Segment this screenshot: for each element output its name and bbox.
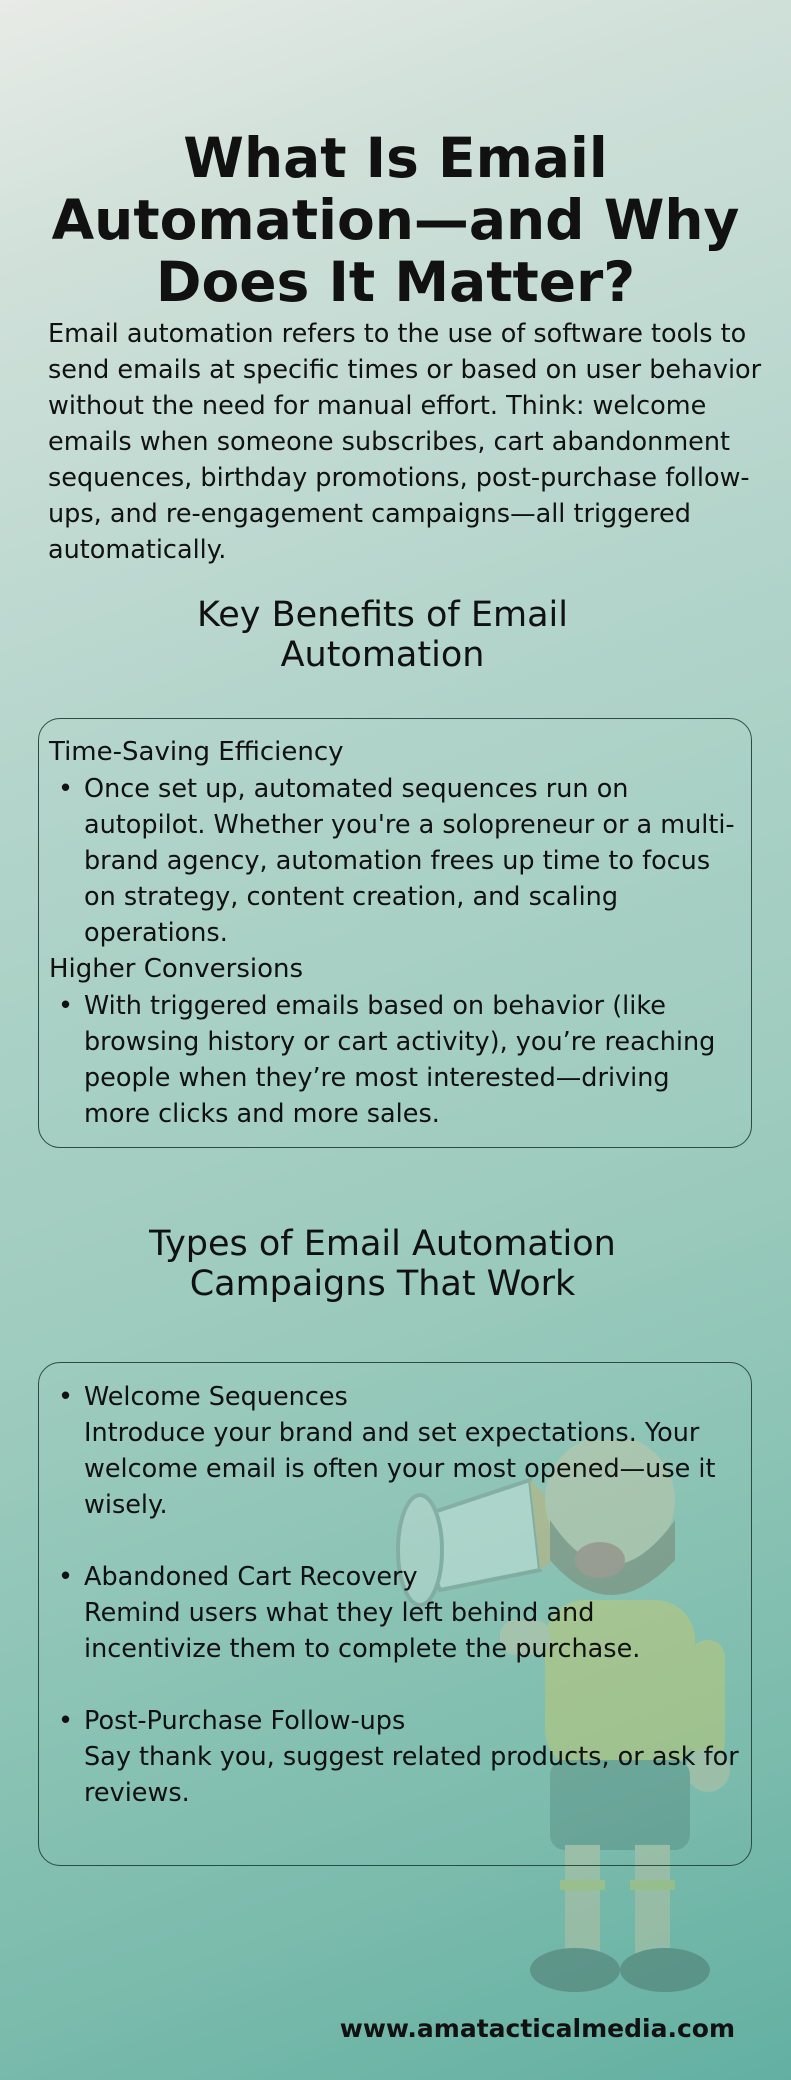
type-item	[84, 1379, 739, 1523]
benefit-title: Time-Saving Efficiency	[49, 737, 344, 767]
benefits-heading-line: Key Benefits of Email	[197, 595, 568, 636]
page-title-line: Automation—and Why	[51, 187, 740, 252]
types-heading	[0, 1224, 765, 1304]
type-item-text: Say thank you, suggest related products, or ask for reviews.	[84, 1742, 739, 1808]
benefit-text: • With triggered emails based on behavior (like browsing history or cart activity), you’re reaching people when they’re most interested—driving more clicks and more sales.	[84, 988, 739, 1132]
benefits-box	[38, 718, 752, 1148]
intro-paragraph: Email automation refers to the use of software tools to send emails at specific times or based on user behavior without the need for manual effort. Think: welcome emails when someone subscribes, cart abandonment sequences, birthday promotions, post-purchase follow-ups, and re-engagement campaigns—all triggered automatically.	[48, 318, 762, 565]
type-item-text: Remind users what they left behind and incentivize them to complete the purchase.	[84, 1598, 641, 1664]
benefit-text: • Once set up, automated sequences run on autopilot. Whether you're a solopreneur or a multi-brand agency, automation frees up time to focus on strategy, content creation, and scaling operations.	[84, 771, 739, 951]
benefit-title: Higher Conversions	[49, 954, 304, 984]
page-title-line: Does It Matter?	[155, 249, 636, 314]
type-item	[84, 1559, 739, 1667]
type-item-text: Introduce your brand and set expectations. Your welcome email is often your most opened—use it wisely.	[84, 1418, 716, 1520]
types-box	[38, 1362, 752, 1866]
footer-website-link[interactable]: www.amatacticalmedia.com	[339, 2014, 735, 2043]
benefits-heading-line: Automation	[280, 635, 485, 676]
type-item-title: • Post-Purchase Follow-ups	[84, 1706, 406, 1736]
benefits-heading	[0, 595, 765, 675]
page-title	[0, 127, 791, 313]
type-item-title: • Welcome Sequences	[84, 1382, 348, 1412]
types-heading-line: Campaigns That Work	[189, 1264, 576, 1305]
type-item	[84, 1703, 739, 1811]
page-title-line: What Is Email	[183, 125, 608, 190]
types-heading-line: Types of Email Automation	[149, 1224, 616, 1265]
type-item-title: • Abandoned Cart Recovery	[84, 1562, 418, 1592]
